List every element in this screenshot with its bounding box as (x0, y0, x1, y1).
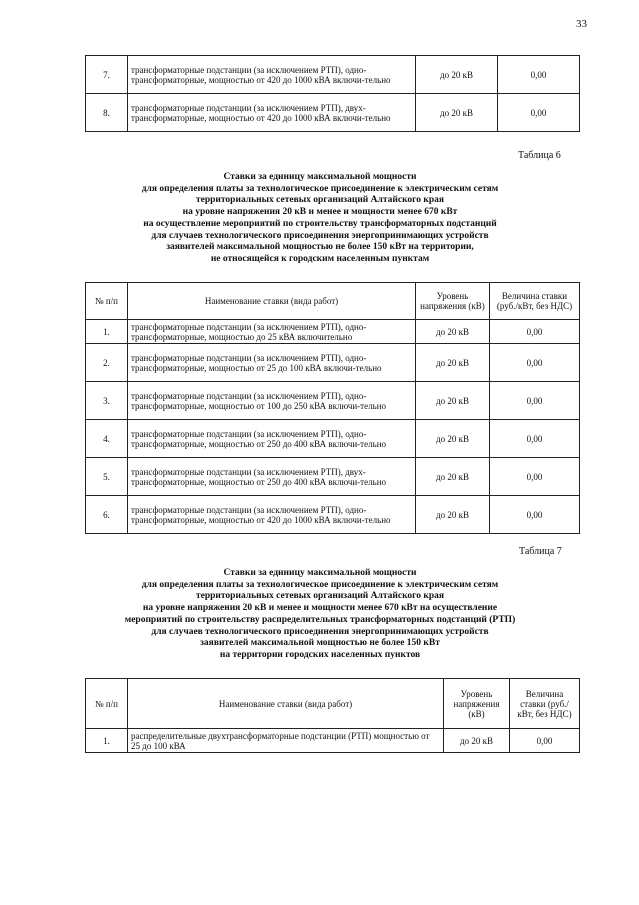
row-rate: 0,00 (490, 458, 580, 496)
title-line: на уровне напряжения 20 кВ и менее и мощности менее 670 кВт (182, 207, 458, 218)
row-name: трансформаторные подстанции (за исключением РТП), двух-трансформаторные, мощностью от 250 до 400 кВА включи-тельно (128, 458, 416, 496)
title-line: территориальных сетевых организаций Алтайского края (195, 195, 445, 206)
title-line: не относящейся к городским населенным пунктам (210, 253, 430, 264)
row-name: трансформаторные подстанции (за исключением РТП), одно-трансформаторные, мощностью от 25 до 100 кВА включи-тельно (128, 344, 416, 382)
table7-label: Таблица 7 (519, 546, 562, 557)
row-name: трансформаторные подстанции (за исключением РТП), одно-трансформаторные, мощностью от 420 до 1000 кВА включи-тельно (128, 56, 416, 94)
row-rate: 0,00 (490, 320, 580, 344)
header-rate: Величина ставки (руб./кВт, без НДС) (490, 283, 580, 320)
row-level: до 20 кВ (416, 458, 490, 496)
table-row (86, 420, 580, 458)
title-line: заявителей максимальной мощностью не более 150 кВт на территории, (166, 242, 474, 253)
row-number: 7. (86, 56, 128, 94)
table-row (86, 729, 580, 753)
table-row (86, 496, 580, 534)
row-number: 6. (86, 496, 128, 534)
row-number: 5. (86, 458, 128, 496)
row-number: 3. (86, 382, 128, 420)
row-level: до 20 кВ (416, 320, 490, 344)
title-line: заявителей максимальной мощностью не более 150 кВт (200, 638, 440, 649)
table-header-row (86, 283, 580, 320)
row-name: трансформаторные подстанции (за исключением РТП), одно-трансформаторные, мощностью до 25 кВА включительно (128, 320, 416, 344)
table-row (86, 382, 580, 420)
row-level: до 20 кВ (416, 344, 490, 382)
table7-title (110, 568, 530, 662)
header-num: № п/п (86, 283, 128, 320)
table-row (86, 56, 580, 94)
row-rate: 0,00 (498, 56, 580, 94)
row-level: до 20 кВ (416, 382, 490, 420)
header-name: Наименование ставки (вида работ) (128, 283, 416, 320)
title-line: для определения платы за технологическое присоединение к электрическим сетям (141, 579, 499, 590)
table-continued (85, 55, 580, 132)
table-row (86, 94, 580, 132)
row-number: 1. (86, 320, 128, 344)
row-number: 4. (86, 420, 128, 458)
row-level: до 20 кВ (444, 729, 510, 753)
table-row (86, 344, 580, 382)
table-row (86, 320, 580, 344)
row-name: трансформаторные подстанции (за исключением РТП), двух-трансформаторные, мощностью от 420 до 1000 кВА включи-тельно (128, 94, 416, 132)
row-rate: 0,00 (510, 729, 580, 753)
table-row (86, 458, 580, 496)
row-name: трансформаторные подстанции (за исключением РТП), одно-трансформаторные, мощностью от 250 до 400 кВА включи-тельно (128, 420, 416, 458)
header-num: № п/п (86, 679, 128, 729)
title-line: территориальных сетевых организаций Алтайского края (195, 591, 445, 602)
table6-title (110, 172, 530, 266)
row-rate: 0,00 (490, 496, 580, 534)
title-line: Ставки за единицу максимальной мощности (223, 568, 417, 578)
row-name: трансформаторные подстанции (за исключением РТП), одно-трансформаторные, мощностью от 420 до 1000 кВА включи-тельно (128, 496, 416, 534)
row-number: 2. (86, 344, 128, 382)
row-rate: 0,00 (498, 94, 580, 132)
header-name: Наименование ставки (вида работ) (128, 679, 444, 729)
row-name: распределительные двухтрансформаторные подстанции (РТП) мощностью от 25 до 100 кВА (128, 729, 444, 753)
row-rate: 0,00 (490, 344, 580, 382)
table7 (85, 678, 580, 753)
header-level: Уровень напряжения (кВ) (444, 679, 510, 729)
table-header-row (86, 679, 580, 729)
title-line: для случаев технологического присоединения энергопринимающих устройств (151, 230, 489, 241)
header-level: Уровень напряжения (кВ) (416, 283, 490, 320)
row-level: до 20 кВ (416, 94, 498, 132)
row-number: 1. (86, 729, 128, 753)
title-line: для случаев технологического присоединения энергопринимающих устройств (151, 626, 489, 637)
title-line: для определения платы за технологическое присоединение к электрическим сетям (141, 183, 499, 194)
title-line: на территории городских населенных пунктов (219, 649, 421, 660)
row-level: до 20 кВ (416, 420, 490, 458)
title-line: Ставки за единицу максимальной мощности (223, 172, 417, 182)
row-rate: 0,00 (490, 382, 580, 420)
header-rate: Величина ставки (руб./кВт, без НДС) (510, 679, 580, 729)
row-name: трансформаторные подстанции (за исключением РТП), одно-трансформаторные, мощностью от 100 до 250 кВА включи-тельно (128, 382, 416, 420)
table6 (85, 282, 580, 534)
title-line: на уровне напряжения 20 кВ и менее и мощности менее 670 кВт на осуществление (142, 603, 498, 614)
title-line: мероприятий по строительству распределительных трансформаторных подстанций (РТП) (124, 614, 516, 625)
row-rate: 0,00 (490, 420, 580, 458)
row-number: 8. (86, 94, 128, 132)
title-line: на осуществление мероприятий по строительству трансформаторных подстанций (143, 218, 497, 229)
row-level: до 20 кВ (416, 56, 498, 94)
row-level: до 20 кВ (416, 496, 490, 534)
table6-label: Таблица 6 (518, 150, 561, 161)
page-number: 33 (576, 18, 587, 30)
